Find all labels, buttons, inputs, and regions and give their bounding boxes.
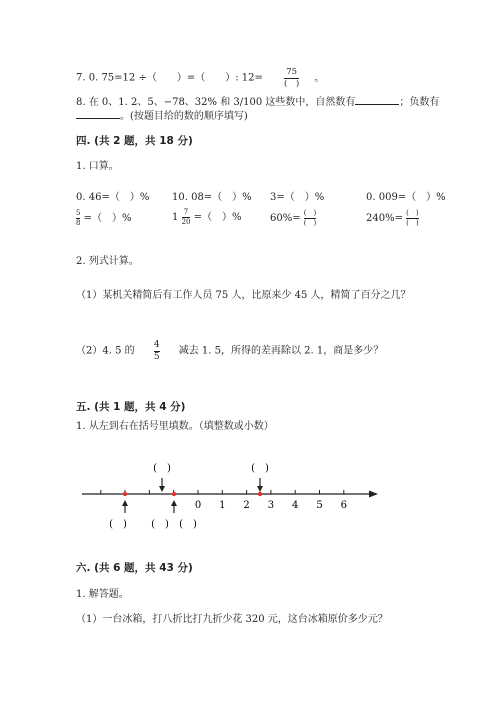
frac-den: 20 <box>181 218 191 226</box>
q7-frac-num: 75 <box>286 67 298 77</box>
down-arrow-head <box>257 486 263 492</box>
q7-fraction <box>284 68 299 88</box>
q2-2-suffix: 减去 1. 5，所得的差再除以 2. 1，商是多少？ <box>178 345 384 357</box>
q7-suffix: 。 <box>314 72 325 84</box>
calc-cell-7 <box>270 210 316 227</box>
fraction-7-20 <box>182 209 191 226</box>
section-6-title: 六. (共 6 题，共 43 分) <box>76 562 193 574</box>
answer-bracket-bottom-2[interactable]: ( ) <box>151 519 169 530</box>
up-arrow-head <box>122 500 128 506</box>
q8-text-b: ；负数有 <box>399 97 440 108</box>
q8-text-a: 8. 在 0、1. 2、5、−78、32% 和 3/100 这些数中，自然数有 <box>76 97 356 108</box>
red-point <box>123 492 127 496</box>
q7-frac-den: ( ) <box>284 78 300 89</box>
s4-q1-label: 1. 口算。 <box>76 161 119 172</box>
number-line <box>0 455 500 545</box>
s4-q2-label: 2. 列式计算。 <box>76 256 139 267</box>
tick-label: 3 <box>267 500 275 511</box>
answer-bracket-bottom-1[interactable]: ( ) <box>109 519 127 530</box>
tick-label: 4 <box>292 500 299 511</box>
mixed-whole: 1 <box>172 212 179 223</box>
answer-bracket-top-2[interactable]: ( ) <box>251 463 269 474</box>
calc-cell-5 <box>76 210 132 227</box>
tick-label: 0 <box>194 500 202 511</box>
number-line-arrowhead <box>369 491 378 498</box>
s6-q1-label: 1. 解答题。 <box>76 589 129 600</box>
frac-num: 5 <box>76 209 81 217</box>
q2-2-prefix: （2）4. 5 的 <box>76 345 135 357</box>
up-arrow-head <box>171 500 177 506</box>
calc-text: =（ ）% <box>83 213 132 224</box>
red-point <box>172 492 176 496</box>
frac-num: ( ) <box>406 209 419 217</box>
s4-q2-2 <box>76 341 383 362</box>
question-8-line2 <box>76 109 248 122</box>
frac-den: ( ) <box>303 219 317 227</box>
frac-den: 5 <box>153 352 160 362</box>
q8-blank-natural[interactable] <box>355 95 399 105</box>
s6-q1-1: （1）一台冰箱，打八折比打九折少花 320 元，这台冰箱原价多少元？ <box>76 614 388 625</box>
tick-label: 1 <box>219 500 226 511</box>
calc-cell-6 <box>172 209 242 226</box>
tick-label: 2 <box>243 500 250 511</box>
q8-blank-negative[interactable] <box>76 109 120 119</box>
fraction-5-8 <box>76 210 80 227</box>
calc-text: 240%= <box>366 213 403 224</box>
question-8-line1 <box>76 95 439 108</box>
red-point <box>258 492 262 496</box>
answer-bracket-top-1[interactable]: ( ) <box>153 463 171 474</box>
blank-fraction <box>304 210 316 227</box>
frac-den: 8 <box>76 219 81 227</box>
frac-num: ( ) <box>303 209 317 217</box>
answer-bracket-bottom-3[interactable]: ( ) <box>179 519 197 530</box>
s4-q2-1: （1）某机关精简后有工作人员 75 人，比原来少 45 人，精简了百分之几？ <box>76 290 411 301</box>
q8-text-c: 。(按题目给的数的顺序填写) <box>120 111 248 122</box>
calc-cell-3: 3=（ ）% <box>270 192 325 203</box>
calc-cell-2: 10. 08=（ ）% <box>172 192 252 203</box>
tick-label: 5 <box>316 500 323 511</box>
calc-cell-8 <box>366 210 419 227</box>
calc-text: =（ ）% <box>193 212 242 223</box>
calc-cell-4: 0. 009=（ ）% <box>366 192 446 203</box>
q7-text: 7. 0. 75=12 ÷（ ）=（ ）: 12= <box>76 72 263 84</box>
fraction-4-5 <box>154 341 160 362</box>
frac-num: 7 <box>183 208 189 216</box>
frac-num: 4 <box>153 340 160 350</box>
blank-fraction <box>406 210 418 227</box>
tick-label: 6 <box>340 500 347 511</box>
question-7 <box>76 68 324 88</box>
section-4-title: 四. (共 2 题，共 18 分) <box>76 135 193 147</box>
calc-text: 60%= <box>270 213 301 224</box>
section-5-title: 五. (共 1 题，共 4 分) <box>76 401 186 413</box>
down-arrow-head <box>159 486 165 492</box>
s5-q1-label: 1. 从左到右在括号里填数。（填整数或小数） <box>76 421 274 432</box>
calc-cell-1: 0. 46=（ ）% <box>76 192 150 203</box>
frac-den: ( ) <box>406 219 419 227</box>
